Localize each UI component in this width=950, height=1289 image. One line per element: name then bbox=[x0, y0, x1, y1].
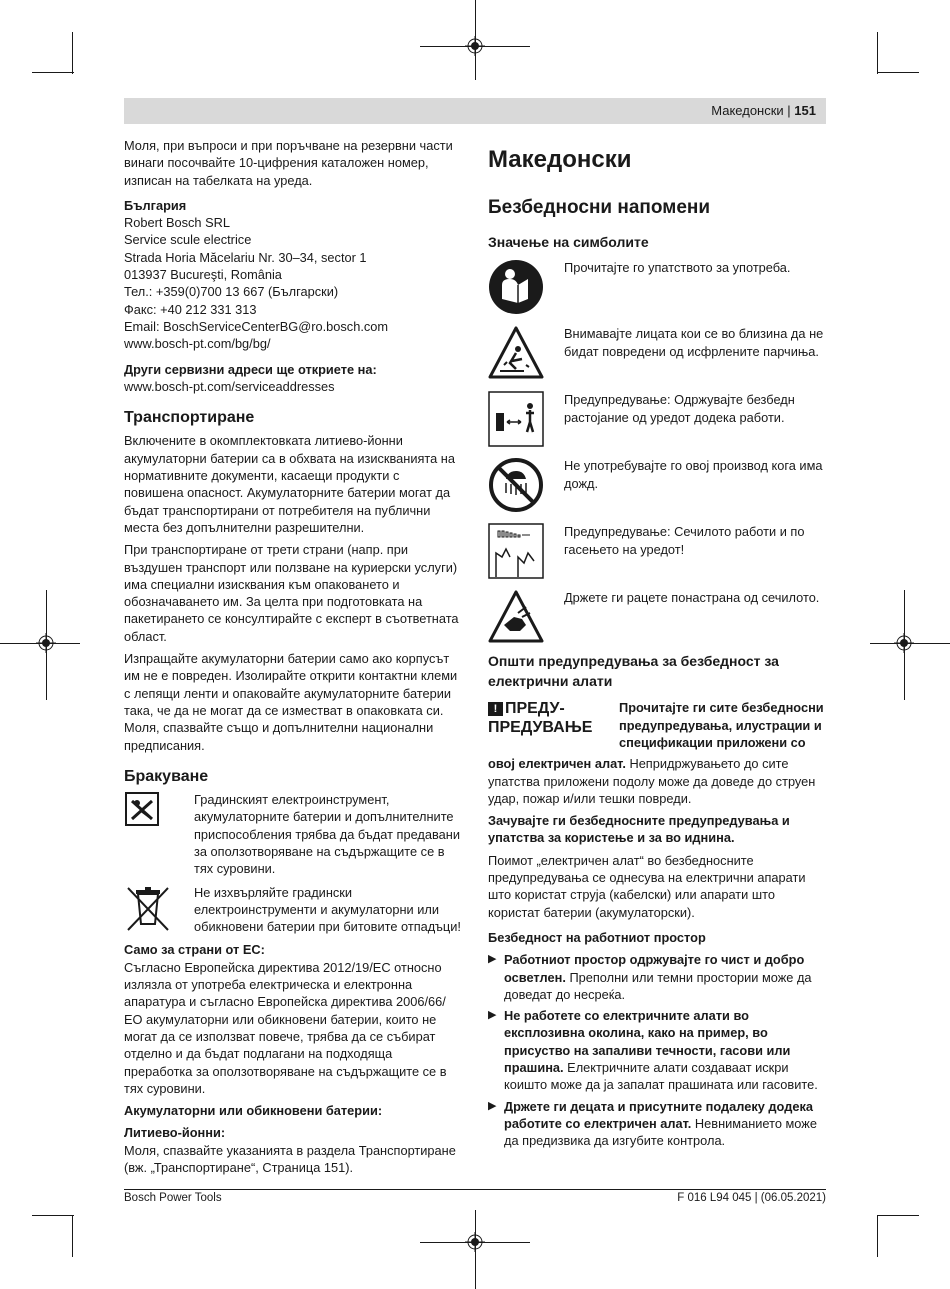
symbol-text: Држете ги рацете понастрана од сечилото. bbox=[564, 590, 820, 606]
footer-brand: Bosch Power Tools bbox=[124, 1192, 222, 1204]
right-column bbox=[488, 146, 826, 1154]
bullet-text: Електричните алати создаваат искри коишто може да ја запалат прашината или гасовите. bbox=[504, 1060, 818, 1093]
other-service-url: www.bosch-pt.com/serviceaddresses bbox=[124, 378, 335, 394]
warning-block bbox=[488, 699, 826, 755]
safety-bullet bbox=[488, 1007, 826, 1093]
warning-label-line: ПРЕДУВАЊЕ bbox=[488, 719, 593, 737]
disposal-item bbox=[124, 884, 462, 936]
crop-mark bbox=[32, 1215, 74, 1216]
symbol-text: Прочитајте го упатството за употреба. bbox=[564, 260, 791, 276]
safety-heading: Безбедносни напомени bbox=[488, 197, 711, 218]
page-header bbox=[124, 98, 826, 124]
address-line: Факс: +40 212 331 313 bbox=[124, 301, 257, 317]
symbol-row bbox=[488, 457, 826, 523]
address-line: 013937 Bucureşti, România bbox=[124, 267, 282, 283]
footer-rule bbox=[124, 1189, 826, 1190]
bullet-text: Преполни или темни простории може да доведат до несреќа. bbox=[504, 969, 812, 1002]
term-definition-text: Поимот „електричен алат“ во безбедносните предупредувања се однесува на електрични апарати што користат струја (кабелски) или апарати што користат батерии (акумулаторски). bbox=[488, 852, 806, 920]
page-number: 151 bbox=[794, 103, 816, 118]
hand-blade-warning-icon bbox=[488, 589, 544, 645]
bullet-bold: Работниот простор одржувајте го чист и добро осветлен. bbox=[504, 952, 805, 985]
intro-text: Моля, при въпроси и при поръчване на резервни части винаги посочвайте 10-цифрения каталожен номер, изписан на табелката на уреда. bbox=[124, 138, 453, 188]
liion-heading: Литиево-йонни: bbox=[124, 1125, 226, 1141]
disposal-text: Градинският електроинструмент, акумулаторните батерии и допълнителните приспособления трябва да бъдат предавани за оползотворяване на съдържащите се в тях суровини. bbox=[194, 792, 460, 877]
bulgaria-heading: България bbox=[124, 197, 187, 213]
workplace-heading: Безбедност на работниот простор bbox=[488, 929, 706, 945]
keep-distance-icon bbox=[488, 391, 544, 447]
crop-mark bbox=[475, 1210, 476, 1289]
keep-instructions-text: Зачувајте ги безбедносните предупредувања и упатства за користење и за во иднина. bbox=[488, 813, 790, 846]
warning-continuation-text: Непридржувањето до сите упатства приложени подолу може да доведе до струен удар, пожар и/или тешки повреди. bbox=[488, 756, 816, 806]
symbol-text: Не употребувајте го овој производ кога има дожд. bbox=[564, 458, 823, 491]
symbols-heading: Значење на симболите bbox=[488, 234, 649, 250]
crop-mark bbox=[72, 1215, 73, 1257]
address-block bbox=[124, 214, 462, 352]
safety-bullet bbox=[488, 1098, 826, 1150]
crop-mark bbox=[904, 590, 905, 700]
header-label: Македонски | 151 bbox=[711, 103, 816, 118]
warning-bold-text: Прочитајте ги сите безбедносни предупредувања, илустрации и спецификации приложени со bbox=[619, 700, 824, 750]
crop-mark bbox=[46, 590, 47, 700]
symbol-row bbox=[488, 523, 826, 589]
symbol-row bbox=[488, 391, 826, 457]
crop-mark bbox=[870, 643, 950, 644]
disposal-item bbox=[124, 791, 462, 877]
general-warnings-heading: Општи предупредувања за безбедност за електрични алати bbox=[488, 653, 779, 690]
transport-paragraph: Изпращайте акумулаторни батерии само ако корпусът им не е повреден. Изолирайте открити контактни клеми с лепящи ленти и опаковайте акумулаторните батерии така, че да не могат да се изместват в опаковката си. Моля, спазвайте също и допълнителни национални предписания. bbox=[124, 651, 458, 753]
crop-mark bbox=[877, 32, 878, 74]
safety-bullet bbox=[488, 951, 826, 1003]
bullet-text: Невниманието може да предизвика да изгубите контрола. bbox=[504, 1115, 817, 1149]
crop-mark bbox=[475, 0, 476, 80]
no-rain-icon bbox=[488, 457, 544, 513]
header-language: Македонски bbox=[711, 103, 784, 118]
address-line: Service scule electrice bbox=[124, 232, 252, 248]
address-line: www.bosch-pt.com/bg/bg/ bbox=[124, 336, 271, 352]
warning-label-line: ПРЕДУ- bbox=[505, 700, 565, 718]
warning-continuation-bold: овој електричен алат. bbox=[488, 756, 626, 772]
symbol-text: Предупредување: Одржувајте безбедн растојание од уредот додека работи. bbox=[564, 392, 795, 425]
disposal-text: Не изхвърляйте градински електроинструменти и акумулаторни или обикновени батерии при битовите отпадъци! bbox=[194, 884, 461, 935]
crop-mark bbox=[32, 72, 74, 73]
other-service-heading: Други сервизни адреси ще откриете на: bbox=[124, 361, 377, 377]
crop-mark bbox=[0, 643, 80, 644]
address-line: Email: BoschServiceCenterBG@ro.bosch.com bbox=[124, 318, 389, 334]
crop-mark bbox=[877, 1215, 919, 1216]
bullet-bold: Држете ги децата и присутните подалеку додека работите со електричен алат. bbox=[504, 1098, 813, 1131]
warning-continuation bbox=[488, 755, 826, 807]
recycling-tool-icon bbox=[124, 791, 172, 839]
transport-paragraph: Включените в окомплектовката литиево-йонни акумулаторни батерии са в обхвата на изискванията на нормативните документи, касаещи продукти с повишена опасност. Акумулаторните батерии могат да бъдат транспортирани от потребителя на публични места без допълнителни разрешителни. bbox=[124, 433, 455, 535]
symbol-row bbox=[488, 589, 826, 651]
language-title: Македонски bbox=[488, 146, 632, 173]
transport-heading: Транспортиране bbox=[124, 409, 255, 427]
footer-doc-id: F 016 L94 045 | (06.05.2021) bbox=[677, 1192, 826, 1204]
symbol-text: Внимавајте лицата кои се во близина да не бидат повредени од исфрлените парчиња. bbox=[564, 326, 824, 359]
flying-debris-warning-icon bbox=[488, 325, 544, 381]
left-column bbox=[124, 137, 462, 1176]
transport-paragraph: При транспортиране от трети страни (напр. при въздушен транспорт или ползване на куриерски услуги) има специални изисквания към опаковането и обозначаването им. За целта при подготовката на пакетирането се консултирайте с експерт в съответната област. bbox=[124, 542, 459, 644]
eu-text: Съгласно Европейска директива 2012/19/ЕС относно излязла от употреба електрическа и електронна апаратура и съгласно Европейска директива 2006/66/ЕО акумулаторни или обикновени батерии, които не могат да се използват повече, трябва да се събират отделно и да бъдат подлагани на подходяща преработка за оползотворяване на съдържащите се в тях суровини. bbox=[124, 959, 447, 1096]
crossed-bin-icon bbox=[124, 884, 172, 932]
batteries-heading: Акумулаторни или обикновени батерии: bbox=[124, 1103, 383, 1119]
liion-text: Моля, спазвайте указанията в раздела Транспортиране (вж. „Транспортиране“, Страница 151). bbox=[124, 1142, 456, 1176]
address-line: Strada Horia Măcelariu Nr. 30–34, sector 1 bbox=[124, 249, 367, 265]
read-manual-icon bbox=[488, 259, 544, 315]
address-line: Robert Bosch SRL bbox=[124, 215, 230, 231]
crop-mark bbox=[877, 1215, 878, 1257]
address-line: Тел.: +359(0)700 13 667 (Български) bbox=[124, 284, 339, 300]
crop-mark bbox=[877, 72, 919, 73]
bullet-bold: Не работете со електричните алати во експлозивна околина, како на пример, во присуство на запаливи течности, гасови или прашина. bbox=[504, 1008, 791, 1076]
symbol-text: Предупредување: Сечилото работи и по гасењето на уредот! bbox=[564, 524, 805, 557]
disposal-heading: Бракуване bbox=[124, 767, 209, 785]
warning-triangle-icon: ! bbox=[488, 702, 503, 716]
symbol-row bbox=[488, 259, 826, 325]
blade-rundown-icon bbox=[488, 523, 544, 579]
warning-label bbox=[488, 699, 592, 737]
crop-mark bbox=[72, 32, 73, 74]
symbol-row bbox=[488, 325, 826, 391]
eu-heading: Само за страни от ЕС: bbox=[124, 942, 265, 958]
